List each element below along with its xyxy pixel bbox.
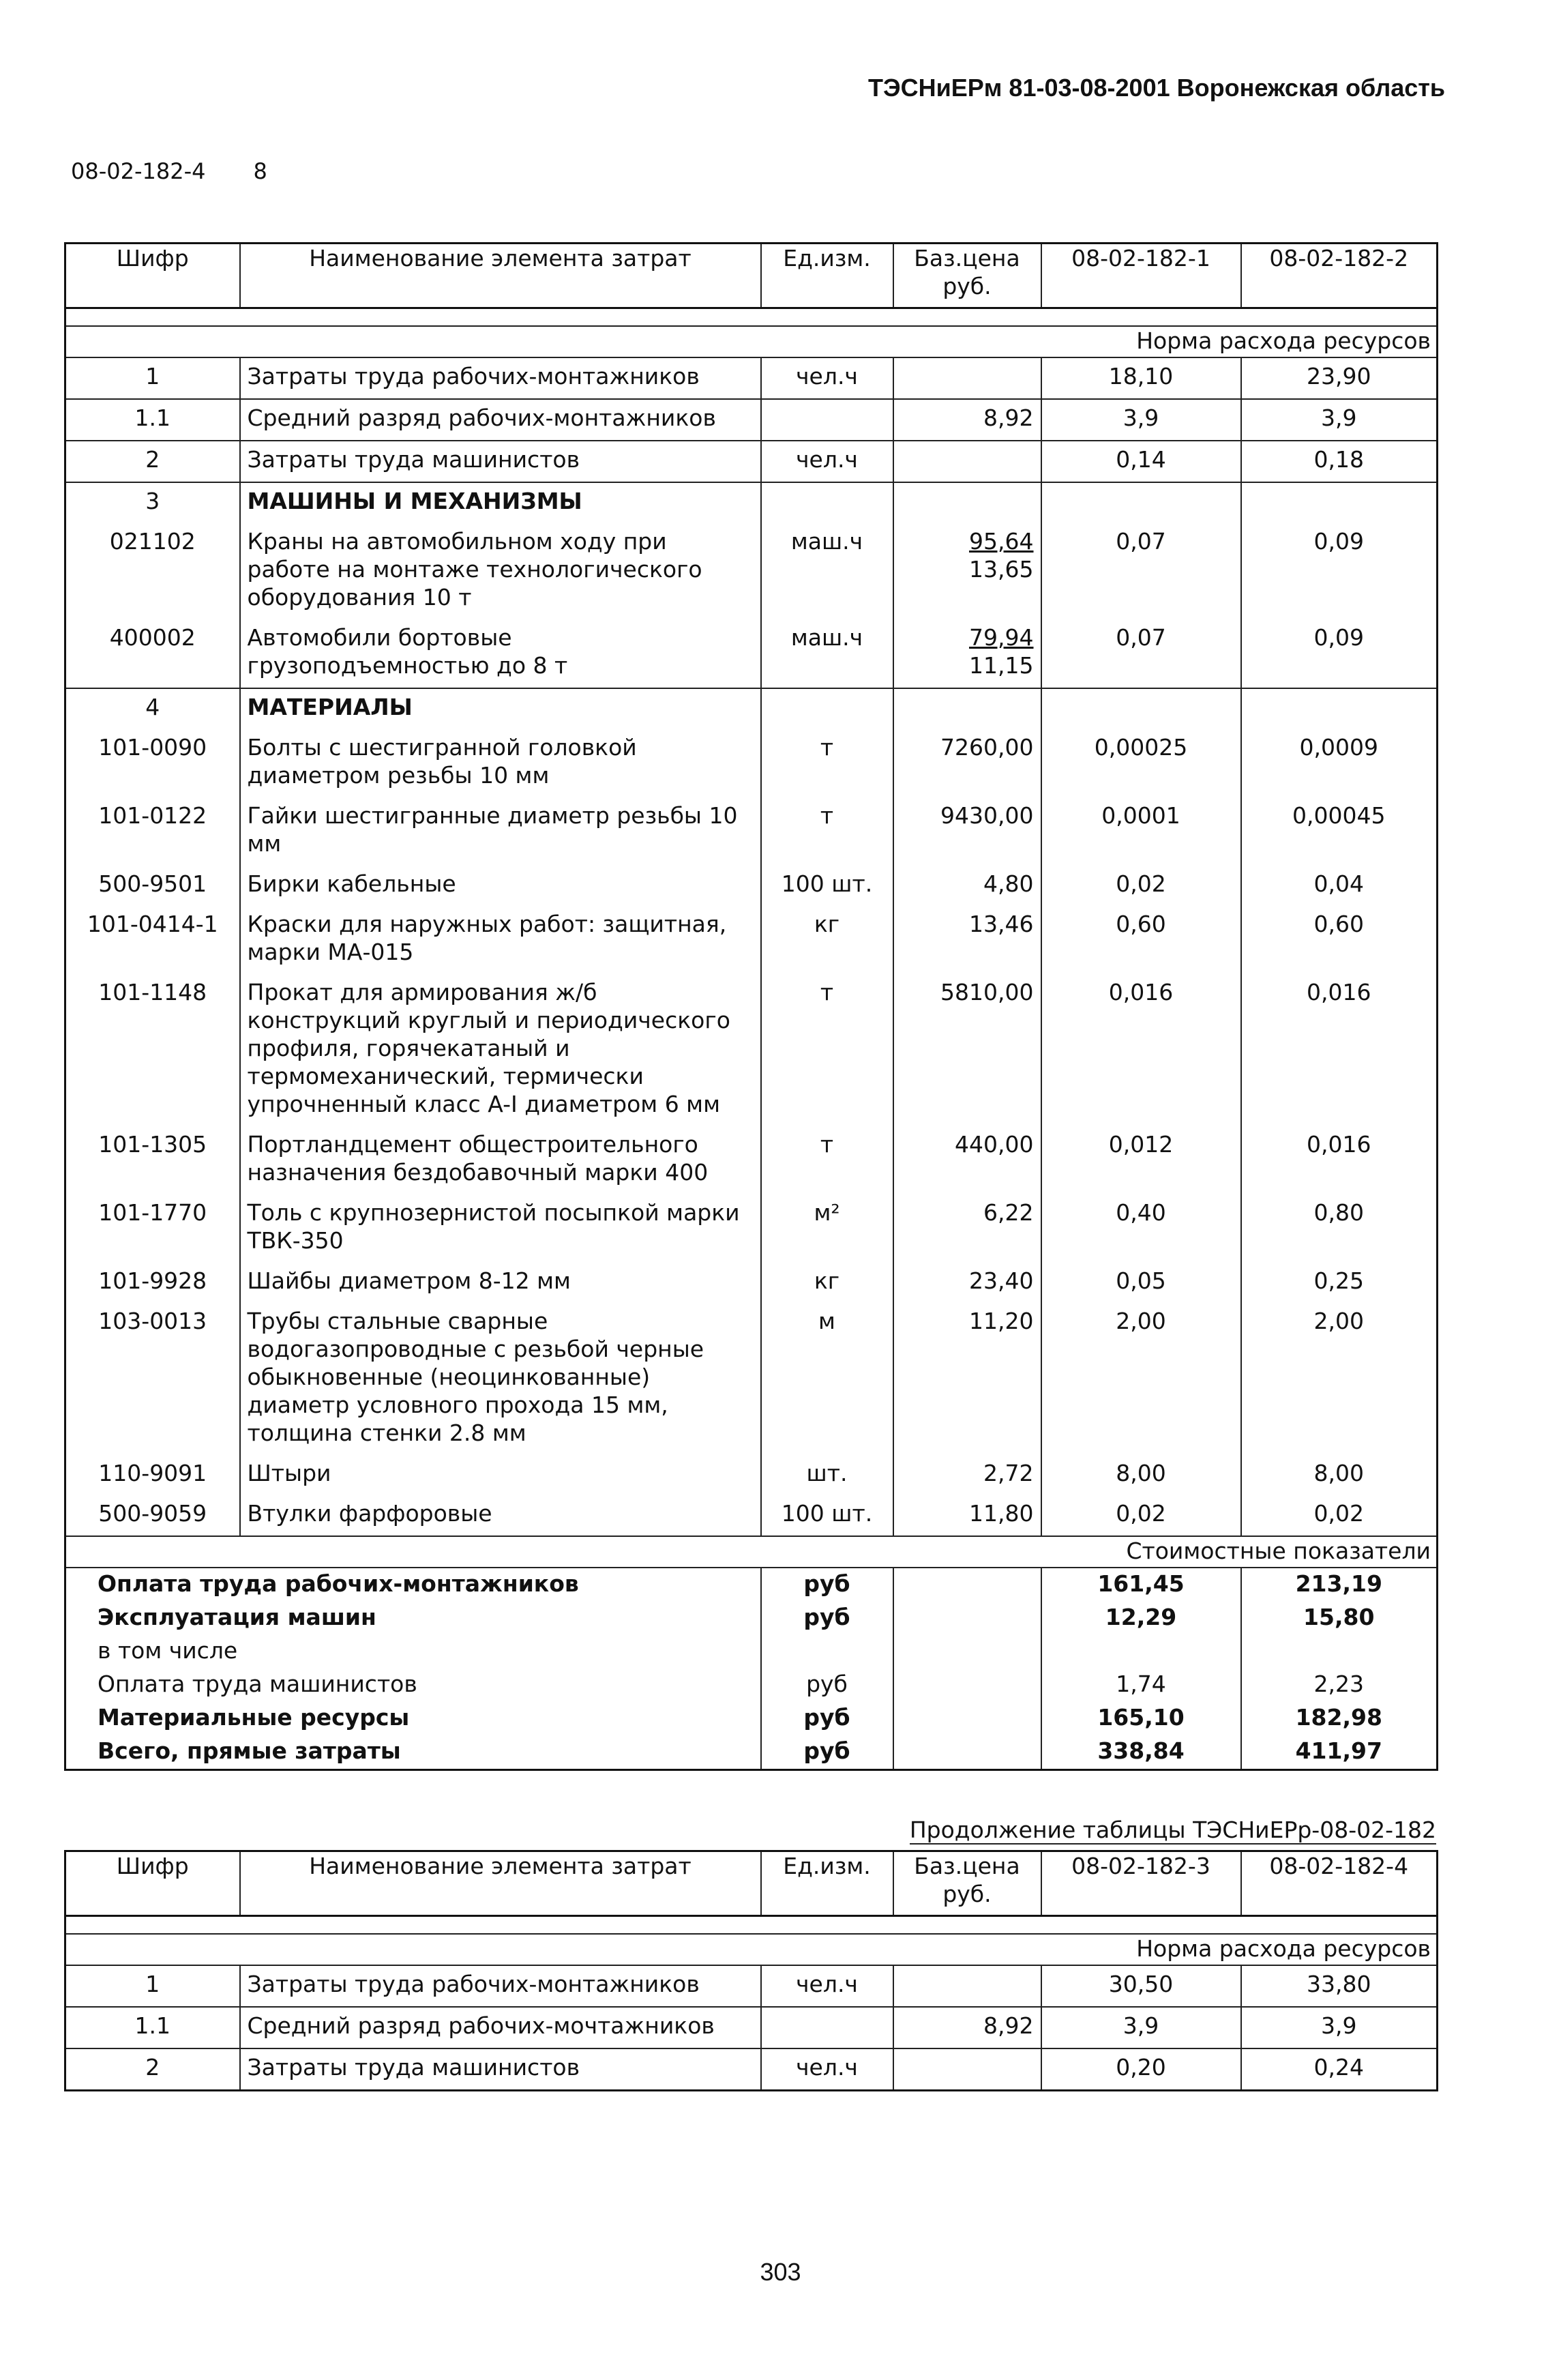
row-value-1: 0,00025 xyxy=(1041,729,1241,797)
cost-unit: руб xyxy=(761,1735,893,1770)
row-value-1: 0,60 xyxy=(1041,906,1241,974)
row-name: Портландцемент общестроительного назначения бездобавочный марки 400 xyxy=(240,1126,761,1194)
page-number: 303 xyxy=(760,2258,801,2286)
row-price xyxy=(893,2048,1041,2091)
row-price: 6,22 xyxy=(893,1194,1041,1263)
row-price: 440,00 xyxy=(893,1126,1041,1194)
row-price-wages: 11,15 xyxy=(969,652,1034,679)
document-header-title: ТЭСНиЕРм 81-03-08-2001 Воронежская область xyxy=(868,74,1445,102)
row-price xyxy=(893,1965,1041,2007)
row-unit: т xyxy=(761,1126,893,1194)
section-row-materials xyxy=(65,688,1438,729)
row-price-wages: 13,65 xyxy=(969,556,1034,583)
table-row xyxy=(65,357,1438,399)
cost-name: Оплата труда рабочих-монтажников xyxy=(65,1568,761,1602)
section-title: МАТЕРИАЛЫ xyxy=(240,688,761,729)
table-row xyxy=(65,974,1438,1126)
row-name: Болты с шестигранной головкой диаметром резьбы 10 мм xyxy=(240,729,761,797)
row-value-1: 0,02 xyxy=(1041,1495,1241,1536)
row-name: Затраты труда машинистов xyxy=(240,2048,761,2091)
row-unit xyxy=(761,2007,893,2048)
row-value-2: 0,09 xyxy=(1313,528,1364,555)
cost-row xyxy=(65,1568,1438,1602)
row-code: 101-1770 xyxy=(65,1194,240,1263)
col-header-norm-4: 08-02-182-4 xyxy=(1241,1851,1438,1916)
resource-norms-table-1 xyxy=(64,242,1438,1771)
row-value-2: 0,02 xyxy=(1313,1500,1364,1527)
row-unit: т xyxy=(761,729,893,797)
cost-value-1: 1,74 xyxy=(1041,1669,1241,1702)
table-header-row xyxy=(65,244,1438,308)
cost-unit xyxy=(761,1635,893,1669)
cost-unit: руб xyxy=(761,1669,893,1702)
row-value-2: 0,60 xyxy=(1313,911,1364,937)
row-unit: м² xyxy=(761,1194,893,1263)
cost-value-2: 411,97 xyxy=(1295,1737,1382,1764)
cost-name: Материальные ресурсы xyxy=(65,1702,761,1735)
row-value-2: 0,00045 xyxy=(1292,802,1386,829)
cost-unit: руб xyxy=(761,1568,893,1602)
row-unit: шт. xyxy=(761,1455,893,1495)
row-name: Шайбы диаметром 8-12 мм xyxy=(240,1263,761,1303)
row-name: Бирки кабельные xyxy=(240,866,761,906)
row-value-2: 0,25 xyxy=(1313,1267,1364,1294)
row-value-1: 0,012 xyxy=(1041,1126,1241,1194)
table-row xyxy=(65,523,1438,619)
cost-name: Всего, прямые затраты xyxy=(65,1735,761,1770)
table-row xyxy=(65,399,1438,441)
row-name: Трубы стальные сварные водогазопроводные с резьбой черные обыкновенные (неоцинкованные) диаметр условного прохода 15 мм, толщина стенки 2.8 мм xyxy=(240,1303,761,1455)
table-row xyxy=(65,1126,1438,1194)
row-name: Гайки шестигранные диаметр резьбы 10 мм xyxy=(240,797,761,866)
row-name: Затраты труда машинистов xyxy=(240,441,761,482)
row-unit: чел.ч xyxy=(761,1965,893,2007)
table-row xyxy=(65,906,1438,974)
row-price xyxy=(893,357,1041,399)
row-name: Краски для наружных работ: защитная, марки МА-015 xyxy=(240,906,761,974)
cost-row xyxy=(65,1669,1438,1702)
row-unit: кг xyxy=(761,906,893,974)
row-value-2: 0,24 xyxy=(1241,2048,1438,2091)
norm-subheader-row xyxy=(65,1934,1438,1965)
col-header-code: Шифр xyxy=(65,244,240,308)
row-price: 4,80 xyxy=(893,866,1041,906)
cost-row xyxy=(65,1635,1438,1669)
row-price-main: 79,94 xyxy=(969,624,1034,651)
row-value-2: 23,90 xyxy=(1307,363,1371,390)
col-header-name: Наименование элемента затрат xyxy=(240,244,761,308)
reference-number: 8 xyxy=(253,158,267,184)
row-value-1: 0,0001 xyxy=(1041,797,1241,866)
cost-row xyxy=(65,1602,1438,1635)
row-code: 103-0013 xyxy=(65,1303,240,1455)
row-code: 101-9928 xyxy=(65,1263,240,1303)
row-value-2: 33,80 xyxy=(1307,1971,1371,1997)
row-value-1: 18,10 xyxy=(1041,357,1241,399)
cost-value-1: 161,45 xyxy=(1041,1568,1241,1602)
row-value-1: 3,9 xyxy=(1041,399,1241,441)
row-value-2: 0,0009 xyxy=(1299,734,1378,761)
row-value-1: 0,07 xyxy=(1041,523,1241,619)
row-unit: т xyxy=(761,797,893,866)
row-price: 5810,00 xyxy=(893,974,1041,1126)
row-code: 1 xyxy=(65,357,240,399)
row-code: 2 xyxy=(65,441,240,482)
norm-subheader-label: Норма расхода ресурсов xyxy=(1041,326,1438,357)
row-code: 101-1148 xyxy=(65,974,240,1126)
row-code: 101-0122 xyxy=(65,797,240,866)
row-code: 500-9059 xyxy=(65,1495,240,1536)
table-row xyxy=(65,2048,1438,2091)
cost-unit: руб xyxy=(761,1702,893,1735)
row-price xyxy=(893,619,1041,688)
row-value-1: 0,07 xyxy=(1041,619,1241,688)
row-value-2: 0,016 xyxy=(1307,1131,1371,1158)
col-header-base-price: Баз.цена руб. xyxy=(893,244,1041,308)
table-row xyxy=(65,619,1438,688)
section-code: 4 xyxy=(65,688,240,729)
row-unit: 100 шт. xyxy=(761,866,893,906)
table-row xyxy=(65,1303,1438,1455)
section-row-machines xyxy=(65,482,1438,523)
row-value-2: 0,016 xyxy=(1307,979,1371,1005)
row-price: 2,72 xyxy=(893,1455,1041,1495)
col-header-name: Наименование элемента затрат xyxy=(240,1851,761,1916)
row-code: 1 xyxy=(65,1965,240,2007)
row-code: 1.1 xyxy=(65,399,240,441)
row-code: 500-9501 xyxy=(65,866,240,906)
row-name: Автомобили бортовые грузоподъемностью до 8 т xyxy=(240,619,761,688)
col-header-unit: Ед.изм. xyxy=(761,244,893,308)
row-unit: 100 шт. xyxy=(761,1495,893,1536)
cost-value-2: 213,19 xyxy=(1295,1570,1382,1597)
row-value-2: 3,9 xyxy=(1241,399,1438,441)
row-code: 101-1305 xyxy=(65,1126,240,1194)
row-price: 8,92 xyxy=(893,399,1041,441)
cost-value-1: 338,84 xyxy=(1041,1735,1241,1770)
row-code: 101-0090 xyxy=(65,729,240,797)
cost-value-1 xyxy=(1041,1635,1241,1669)
row-name: Толь с крупнозернистой посыпкой марки ТВК-350 xyxy=(240,1194,761,1263)
row-unit: кг xyxy=(761,1263,893,1303)
row-name: Затраты труда рабочих-монтажников xyxy=(240,357,761,399)
row-name: Средний разряд рабочих-монтажников xyxy=(240,399,761,441)
cost-value-1: 12,29 xyxy=(1041,1602,1241,1635)
row-unit: маш.ч xyxy=(761,523,893,619)
row-unit xyxy=(761,399,893,441)
row-name: Затраты труда рабочих-монтажников xyxy=(240,1965,761,2007)
table-row xyxy=(65,1194,1438,1263)
row-value-1: 0,20 xyxy=(1041,2048,1241,2091)
row-unit: чел.ч xyxy=(761,2048,893,2091)
row-unit: м xyxy=(761,1303,893,1455)
row-name: Краны на автомобильном ходу при работе на монтаже технологического оборудования 10 т xyxy=(240,523,761,619)
reference-code: 08-02-182-4 xyxy=(71,158,206,184)
row-price-main: 95,64 xyxy=(969,528,1034,555)
row-unit: маш.ч xyxy=(761,619,893,688)
row-value-1: 8,00 xyxy=(1041,1455,1241,1495)
cost-unit: руб xyxy=(761,1602,893,1635)
table-row xyxy=(65,1263,1438,1303)
col-header-norm-3: 08-02-182-3 xyxy=(1041,1851,1241,1916)
row-value-2: 0,80 xyxy=(1313,1199,1364,1226)
col-header-norm-2: 08-02-182-2 xyxy=(1241,244,1438,308)
section-title: МАШИНЫ И МЕХАНИЗМЫ xyxy=(240,482,761,523)
table-row xyxy=(65,797,1438,866)
row-value-2: 2,00 xyxy=(1313,1308,1364,1334)
table-row xyxy=(65,729,1438,797)
row-price: 11,80 xyxy=(893,1495,1041,1536)
cost-value-2: 2,23 xyxy=(1313,1671,1364,1697)
row-code: 021102 xyxy=(65,523,240,619)
table-row xyxy=(65,441,1438,482)
table-continuation-caption: Продолжение таблицы ТЭСНиЕРр-08-02-182 xyxy=(909,1817,1436,1843)
row-value-1: 30,50 xyxy=(1041,1965,1241,2007)
col-header-code: Шифр xyxy=(65,1851,240,1916)
row-value-2: 0,04 xyxy=(1313,870,1364,897)
row-code: 400002 xyxy=(65,619,240,688)
row-value-1: 0,016 xyxy=(1041,974,1241,1126)
table-row xyxy=(65,866,1438,906)
table-row xyxy=(65,1495,1438,1536)
cost-subheader-label: Стоимостные показатели xyxy=(1041,1536,1438,1568)
col-header-base-price: Баз.цена руб. xyxy=(893,1851,1041,1916)
resource-norms-table-2 xyxy=(64,1850,1438,2091)
table-row xyxy=(65,1965,1438,2007)
row-price: 13,46 xyxy=(893,906,1041,974)
col-header-unit: Ед.изм. xyxy=(761,1851,893,1916)
cost-name: в том числе xyxy=(65,1635,761,1669)
cost-name: Оплата труда машинистов xyxy=(65,1669,761,1702)
row-price: 9430,00 xyxy=(893,797,1041,866)
table-row xyxy=(65,1455,1438,1495)
row-code: 110-9091 xyxy=(65,1455,240,1495)
cost-row xyxy=(65,1735,1438,1770)
row-value-1: 0,14 xyxy=(1041,441,1241,482)
row-value-2: 0,18 xyxy=(1241,441,1438,482)
cost-value-1: 165,10 xyxy=(1041,1702,1241,1735)
row-unit: т xyxy=(761,974,893,1126)
row-code: 2 xyxy=(65,2048,240,2091)
row-value-2: 0,09 xyxy=(1313,624,1364,651)
cost-name: Эксплуатация машин xyxy=(65,1602,761,1635)
row-name: Средний разряд рабочих-мочтажников xyxy=(240,2007,761,2048)
table-row xyxy=(65,2007,1438,2048)
cost-subheader-row xyxy=(65,1536,1438,1568)
row-value-1: 3,9 xyxy=(1041,2007,1241,2048)
row-price xyxy=(893,441,1041,482)
row-price: 7260,00 xyxy=(893,729,1041,797)
row-price: 23,40 xyxy=(893,1263,1041,1303)
row-code: 101-0414-1 xyxy=(65,906,240,974)
row-unit: чел.ч xyxy=(761,441,893,482)
cost-value-2 xyxy=(1241,1635,1438,1669)
row-name: Втулки фарфоровые xyxy=(240,1495,761,1536)
row-code: 1.1 xyxy=(65,2007,240,2048)
col-header-norm-1: 08-02-182-1 xyxy=(1041,244,1241,308)
section-code: 3 xyxy=(65,482,240,523)
document-reference xyxy=(71,158,267,184)
row-value-1: 0,02 xyxy=(1041,866,1241,906)
row-unit: чел.ч xyxy=(761,357,893,399)
row-value-1: 0,05 xyxy=(1041,1263,1241,1303)
row-price: 8,92 xyxy=(893,2007,1041,2048)
cost-row xyxy=(65,1702,1438,1735)
row-price xyxy=(893,523,1041,619)
norm-subheader-label: Норма расхода ресурсов xyxy=(1041,1934,1438,1965)
row-price: 11,20 xyxy=(893,1303,1041,1455)
cost-value-2: 15,80 xyxy=(1303,1604,1375,1630)
row-value-1: 0,40 xyxy=(1041,1194,1241,1263)
table-header-row xyxy=(65,1851,1438,1916)
row-name: Штыри xyxy=(240,1455,761,1495)
row-value-1: 2,00 xyxy=(1041,1303,1241,1455)
norm-subheader-row xyxy=(65,326,1438,357)
row-name: Прокат для армирования ж/б конструкций круглый и периодического профиля, горячекатаный и термомеханический, термически упрочненный класс A-I диаметром 6 мм xyxy=(240,974,761,1126)
cost-value-2: 182,98 xyxy=(1295,1704,1382,1731)
row-value-2: 3,9 xyxy=(1241,2007,1438,2048)
row-value-2: 8,00 xyxy=(1313,1460,1364,1486)
